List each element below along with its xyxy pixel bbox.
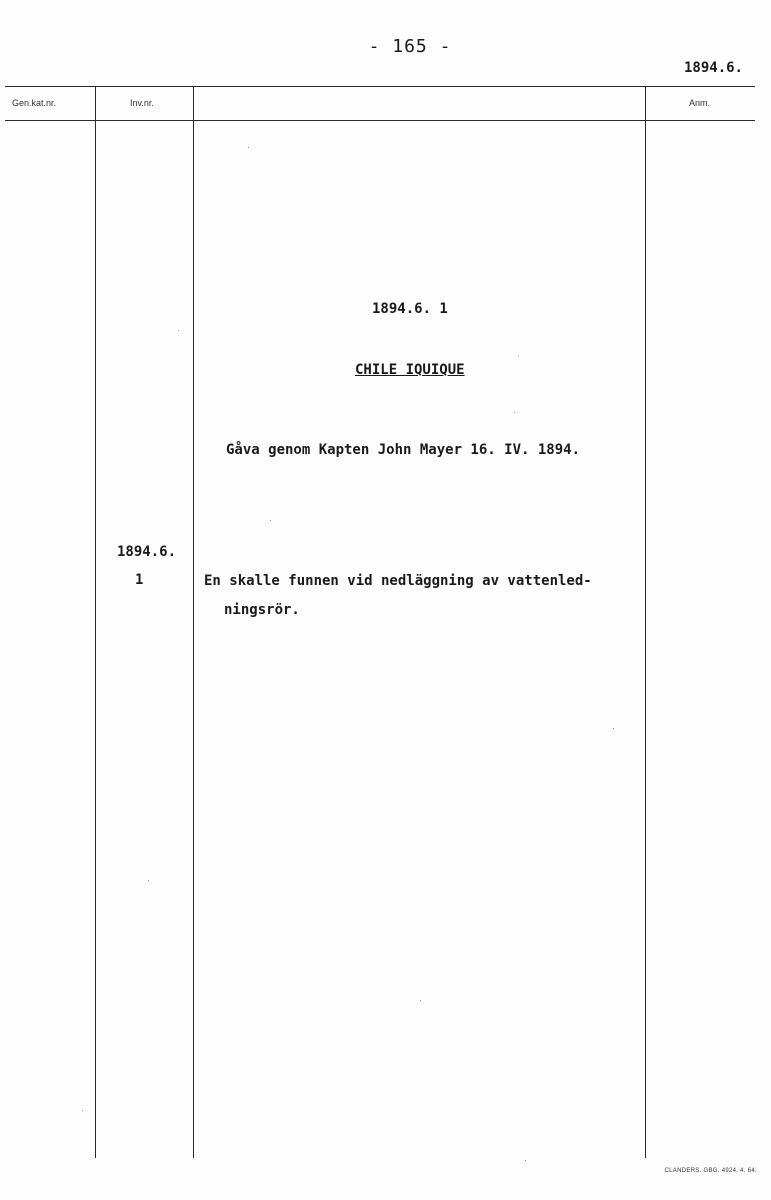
column-divider-3 [645, 86, 646, 1158]
donation-note: Gåva genom Kapten John Mayer 16. IV. 1894. [226, 442, 581, 458]
scan-speck [420, 1000, 421, 1001]
scan-speck [613, 728, 614, 729]
header-bottom-rule [5, 120, 755, 121]
column-header-inv-nr: Inv.nr. [130, 98, 154, 108]
column-divider-1 [95, 86, 96, 1158]
entry-inv-number: 1894.6. [117, 544, 177, 560]
scan-speck [270, 520, 271, 521]
scan-speck [148, 880, 149, 881]
page-number: - 165 - [368, 36, 452, 57]
scan-speck [518, 355, 519, 356]
scan-speck [82, 1110, 83, 1111]
section-number: 1894.6. 1 [372, 301, 448, 317]
column-divider-2 [193, 86, 194, 1158]
column-header-anm: Anm. [689, 98, 711, 108]
scan-speck [248, 147, 249, 148]
scan-speck [514, 412, 515, 413]
printer-imprint: CLANDERS. GBG. 4924. 4. 64. [664, 1168, 757, 1174]
catalog-reference: 1894.6. [683, 60, 743, 76]
scan-speck [525, 1160, 526, 1161]
scan-speck [178, 330, 179, 331]
column-header-gen-kat-nr: Gen.kat.nr. [12, 98, 57, 108]
entry-description-line-2: ningsrör. [224, 602, 300, 618]
entry-inv-sub-number: 1 [135, 572, 144, 588]
entry-description-line-1: En skalle funnen vid nedläggning av vattenled- [204, 573, 592, 589]
header-top-rule [5, 86, 755, 87]
section-place: CHILE IQUIQUE [355, 362, 465, 378]
